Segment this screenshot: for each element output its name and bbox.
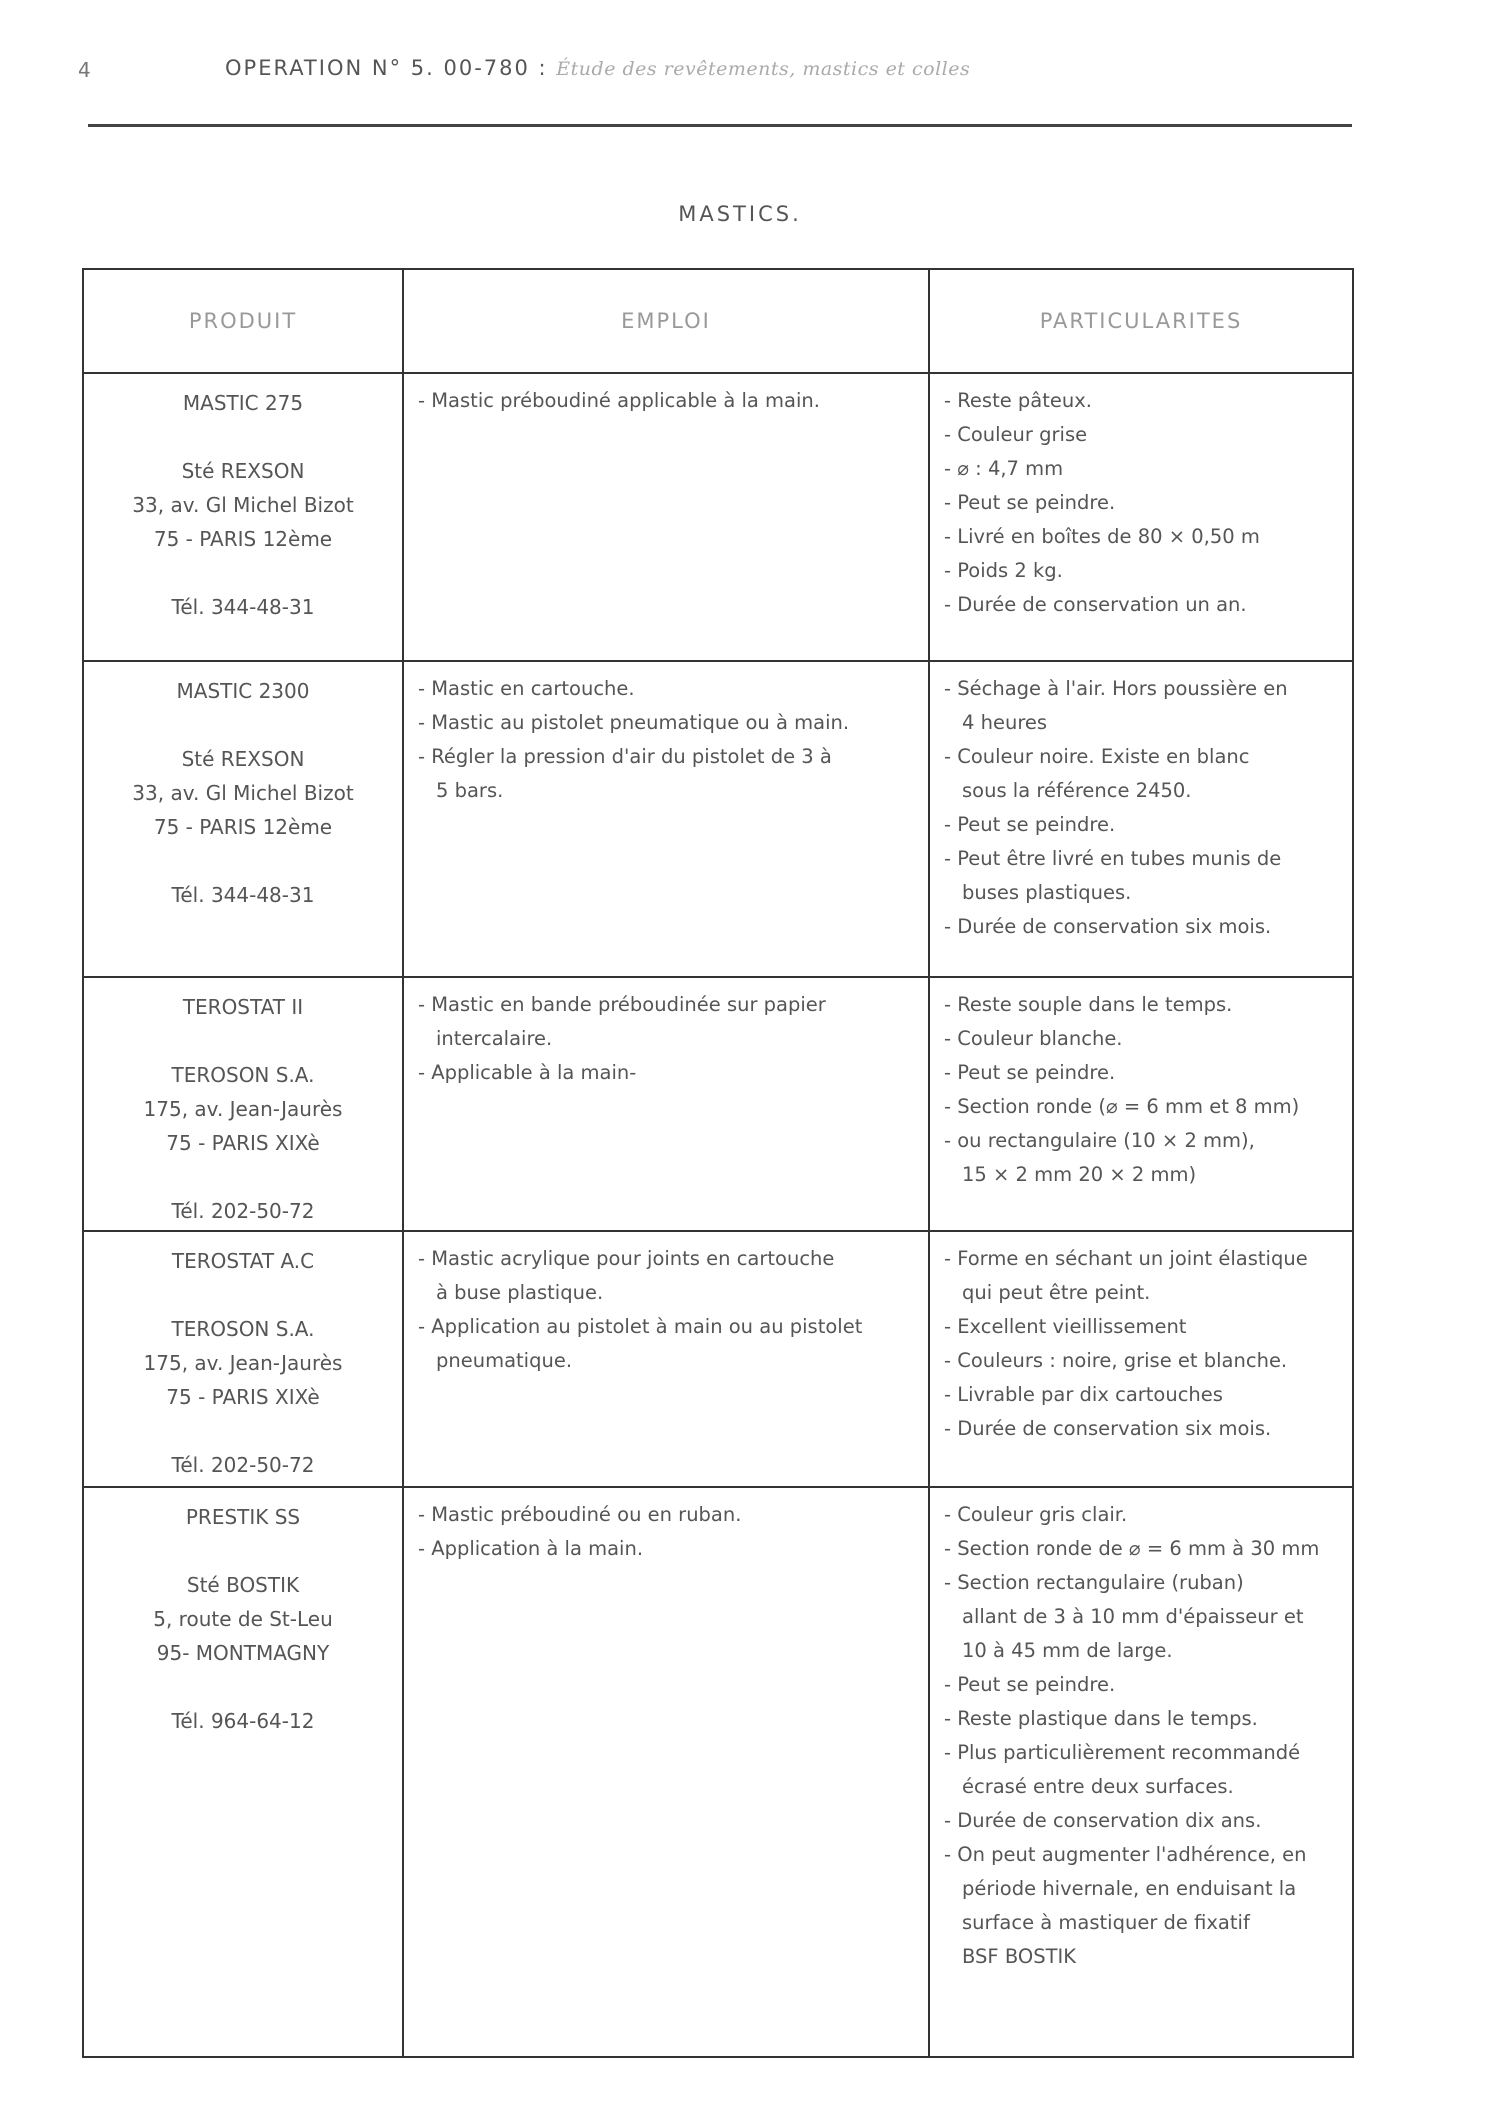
- page-number: 4: [78, 58, 91, 82]
- particularites-line: - Durée de conservation dix ans.: [944, 1809, 1262, 1832]
- particularites-line: - Section ronde (⌀ = 6 mm et 8 mm): [944, 1095, 1300, 1118]
- emploi-line: - Mastic en cartouche.: [418, 677, 635, 700]
- emploi-cell: [403, 977, 929, 1231]
- emploi-cell: [403, 1231, 929, 1487]
- header-rule: [88, 124, 1352, 127]
- particularites-cell: [929, 373, 1353, 661]
- produit-line: MASTIC 275: [182, 391, 304, 415]
- particularites-line: - Couleur noire. Existe en blanc: [944, 745, 1250, 768]
- running-header: [225, 56, 970, 80]
- produit-line: TEROSON S.A.: [171, 1317, 315, 1341]
- produit-line: Sté BOSTIK: [186, 1573, 300, 1597]
- particularites-line: 10 à 45 mm de large.: [962, 1639, 1173, 1662]
- particularites-line: - ⌀ : 4,7 mm: [944, 457, 1064, 480]
- column-header-emploi: EMPLOI: [403, 269, 929, 373]
- particularites-line: - Peut se peindre.: [944, 1061, 1116, 1084]
- emploi-cell: [403, 373, 929, 661]
- particularites-line: surface à mastiquer de fixatif: [962, 1911, 1250, 1934]
- produit-line: Sté REXSON: [181, 747, 305, 771]
- particularites-line: - Plus particulièrement recommandé: [944, 1741, 1301, 1764]
- particularites-line: - On peut augmenter l'adhérence, en: [944, 1843, 1307, 1866]
- particularites-line: - Reste plastique dans le temps.: [944, 1707, 1258, 1730]
- emploi-line: - Mastic au pistolet pneumatique ou à main.: [418, 711, 850, 734]
- column-header-particularites: PARTICULARITES: [929, 269, 1353, 373]
- particularites-line: - Durée de conservation six mois.: [944, 915, 1272, 938]
- operation-subtitle: Étude des revêtements, mastics et colles: [556, 58, 971, 80]
- particularites-line: 4 heures: [962, 711, 1048, 734]
- produit-line: TEROSTAT A.C: [171, 1249, 315, 1273]
- produit-line: Tél. 344-48-31: [171, 883, 315, 907]
- produit-line: 75 - PARIS XIXè: [166, 1385, 320, 1409]
- produit-line: TEROSON S.A.: [171, 1063, 315, 1087]
- particularites-line: - Section ronde de ⌀ = 6 mm à 30 mm: [944, 1537, 1320, 1560]
- particularites-line: - Reste souple dans le temps.: [944, 993, 1233, 1016]
- produit-line: 175, av. Jean-Jaurès: [143, 1351, 343, 1375]
- particularites-line: - Section rectangulaire (ruban): [944, 1571, 1244, 1594]
- emploi-line: - Applicable à la main-: [418, 1061, 637, 1084]
- particularites-line: 15 × 2 mm 20 × 2 mm): [962, 1163, 1197, 1186]
- produit-cell: [83, 661, 403, 977]
- particularites-line: - Livrable par dix cartouches: [944, 1383, 1223, 1406]
- emploi-cell: [403, 1487, 929, 2057]
- particularites-line: - Poids 2 kg.: [944, 559, 1063, 582]
- produit-cell: [83, 373, 403, 661]
- table-row: [83, 661, 1353, 977]
- table-row: [83, 1231, 1353, 1487]
- produit-line: 75 - PARIS 12ème: [153, 527, 333, 551]
- produit-line: Tél. 964-64-12: [171, 1709, 315, 1733]
- produit-line: 5, route de St-Leu: [153, 1607, 333, 1631]
- produit-line: 95- MONTMAGNY: [156, 1641, 330, 1665]
- produit-cell: [83, 1487, 403, 2057]
- particularites-line: - Peut se peindre.: [944, 813, 1116, 836]
- particularites-line: - Durée de conservation six mois.: [944, 1417, 1272, 1440]
- particularites-line: - Couleurs : noire, grise et blanche.: [944, 1349, 1288, 1372]
- particularites-line: - Peut se peindre.: [944, 491, 1116, 514]
- produit-cell: [83, 977, 403, 1231]
- produit-line: [85, 1534, 401, 1568]
- produit-line: 33, av. Gl Michel Bizot: [132, 493, 354, 517]
- produit-line: [85, 420, 401, 454]
- emploi-line: - Mastic acrylique pour joints en cartouche: [418, 1247, 835, 1270]
- produit-line: Tél. 202-50-72: [171, 1453, 315, 1477]
- particularites-line: - ou rectangulaire (10 × 2 mm),: [944, 1129, 1255, 1152]
- produit-line: [85, 1278, 401, 1312]
- emploi-line: - Application à la main.: [418, 1537, 644, 1560]
- particularites-cell: [929, 977, 1353, 1231]
- emploi-cell: [403, 661, 929, 977]
- mastics-table: [82, 268, 1354, 2058]
- emploi-line: intercalaire.: [436, 1027, 553, 1050]
- particularites-line: écrasé entre deux surfaces.: [962, 1775, 1234, 1798]
- produit-line: [85, 1024, 401, 1058]
- particularites-line: - Peut être livré en tubes munis de: [944, 847, 1282, 870]
- produit-line: TEROSTAT II: [182, 995, 304, 1019]
- produit-line: [85, 844, 401, 878]
- emploi-line: - Régler la pression d'air du pistolet de 3 à: [418, 745, 832, 768]
- emploi-line: à buse plastique.: [436, 1281, 604, 1304]
- emploi-line: - Mastic préboudiné applicable à la main.: [418, 389, 820, 412]
- particularites-line: période hivernale, en enduisant la: [962, 1877, 1297, 1900]
- produit-line: Tél. 202-50-72: [171, 1199, 315, 1223]
- produit-line: 75 - PARIS 12ème: [153, 815, 333, 839]
- produit-cell: [83, 1231, 403, 1487]
- produit-line: [85, 1670, 401, 1704]
- emploi-line: - Mastic en bande préboudinée sur papier: [418, 993, 826, 1016]
- particularites-line: - Couleur grise: [944, 423, 1088, 446]
- produit-line: PRESTIK SS: [185, 1505, 301, 1529]
- column-header-produit: PRODUIT: [83, 269, 403, 373]
- particularites-line: - Reste pâteux.: [944, 389, 1092, 412]
- table-row: [83, 373, 1353, 661]
- produit-line: [85, 708, 401, 742]
- section-title: MASTICS.: [678, 202, 802, 226]
- particularites-line: - Peut se peindre.: [944, 1673, 1116, 1696]
- particularites-line: buses plastiques.: [962, 881, 1132, 904]
- produit-line: [85, 1414, 401, 1448]
- particularites-cell: [929, 1487, 1353, 2057]
- particularites-line: sous la référence 2450.: [962, 779, 1192, 802]
- table-header-row: [83, 269, 1353, 373]
- produit-line: MASTIC 2300: [176, 679, 310, 703]
- emploi-line: pneumatique.: [436, 1349, 573, 1372]
- particularites-line: - Séchage à l'air. Hors poussière en: [944, 677, 1288, 700]
- particularites-line: - Forme en séchant un joint élastique: [944, 1247, 1308, 1270]
- particularites-line: - Livré en boîtes de 80 × 0,50 m: [944, 525, 1260, 548]
- produit-line: 175, av. Jean-Jaurès: [143, 1097, 343, 1121]
- emploi-line: - Application au pistolet à main ou au pistolet: [418, 1315, 863, 1338]
- produit-line: Sté REXSON: [181, 459, 305, 483]
- particularites-line: - Couleur blanche.: [944, 1027, 1123, 1050]
- particularites-line: qui peut être peint.: [962, 1281, 1151, 1304]
- produit-line: Tél. 344-48-31: [171, 595, 315, 619]
- produit-line: 75 - PARIS XIXè: [166, 1131, 320, 1155]
- particularites-cell: [929, 661, 1353, 977]
- particularites-line: allant de 3 à 10 mm d'épaisseur et: [962, 1605, 1304, 1628]
- particularites-line: - Couleur gris clair.: [944, 1503, 1128, 1526]
- produit-line: 33, av. Gl Michel Bizot: [132, 781, 354, 805]
- table-row: [83, 1487, 1353, 2057]
- particularites-cell: [929, 1231, 1353, 1487]
- operation-number: OPERATION N° 5. 00-780 :: [225, 56, 548, 80]
- particularites-line: BSF BOSTIK: [962, 1945, 1077, 1968]
- particularites-line: - Excellent vieillissement: [944, 1315, 1187, 1338]
- produit-line: [85, 1160, 401, 1194]
- produit-line: [85, 556, 401, 590]
- table-row: [83, 977, 1353, 1231]
- particularites-line: - Durée de conservation un an.: [944, 593, 1247, 616]
- emploi-line: - Mastic préboudiné ou en ruban.: [418, 1503, 742, 1526]
- emploi-line: 5 bars.: [436, 779, 504, 802]
